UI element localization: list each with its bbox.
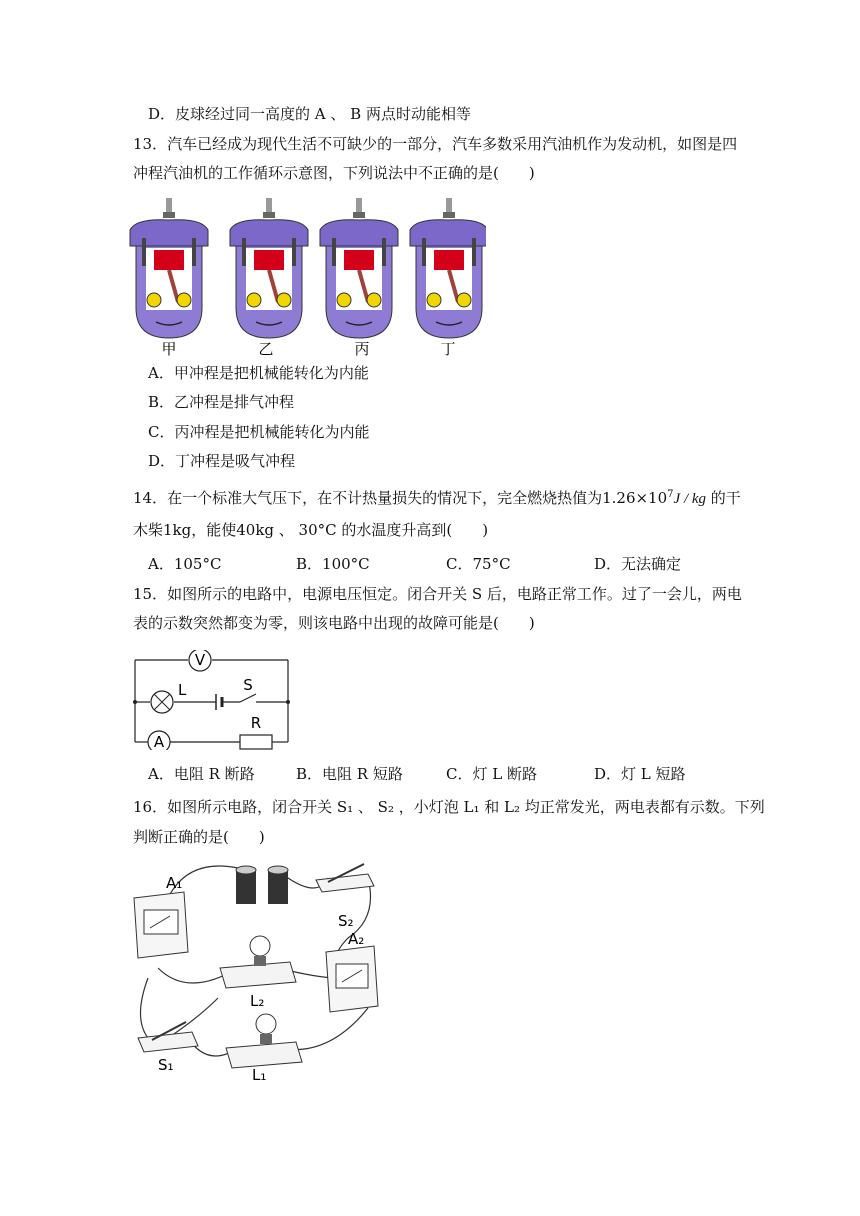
q14-option-b: B．100°C bbox=[296, 555, 370, 573]
q14-option-a: A．105°C bbox=[148, 555, 222, 573]
q14-stem-line2: 木柴1kg，能使40kg 、 30°C 的水温度升高到( ) bbox=[133, 521, 489, 539]
q15-option-d: D．灯 L 短路 bbox=[594, 765, 686, 783]
engine-label-ding: 丁 bbox=[440, 340, 456, 358]
engine-diagrams bbox=[126, 198, 486, 358]
engine-label-jia: 甲 bbox=[161, 340, 177, 358]
q15-option-a: A．电阻 R 断路 bbox=[148, 765, 255, 783]
q15-option-b: B．电阻 R 短路 bbox=[296, 765, 403, 783]
q14-heat-exp: 7 bbox=[667, 489, 674, 500]
q16-label-s2: S₂ bbox=[338, 912, 354, 930]
q14-stem-tail: 的干 bbox=[706, 489, 741, 507]
q15-option-c: C．灯 L 断路 bbox=[446, 765, 537, 783]
q13-option-d: D．丁冲程是吸气冲程 bbox=[148, 452, 296, 470]
circuit-label-r: R bbox=[250, 714, 262, 732]
q15-stem-line2: 表的示数突然都变为零，则该电路中出现的故障可能是( ) bbox=[133, 614, 535, 632]
q16-label-l1: L₁ bbox=[252, 1066, 267, 1084]
circuit-label-a: A bbox=[153, 733, 165, 750]
circuit-label-l: L bbox=[178, 681, 187, 699]
q14-stem-text: 14．在一个标准大气压下，在不计热量损失的情况下，完全燃烧热值为 bbox=[133, 489, 603, 507]
q14-stem-line1 bbox=[133, 485, 741, 509]
q16-stem-line1: 16．如图所示电路，闭合开关 S₁ 、 S₂ ，小灯泡 L₁ 和 L₂ 均正常发光，两电表都有示数。下列 bbox=[133, 798, 765, 816]
q12-option-d: D．皮球经过同一高度的 A 、 B 两点时动能相等 bbox=[148, 105, 471, 123]
q16-physical-circuit bbox=[128, 858, 388, 1088]
q16-label-a1: A₁ bbox=[166, 874, 183, 892]
engine-label-bing: 丙 bbox=[354, 340, 370, 358]
q16-label-s1: S₁ bbox=[158, 1056, 174, 1074]
circuit-label-v: V bbox=[194, 651, 206, 669]
q14-heat-unit: J / kg bbox=[673, 491, 707, 507]
circuit-label-s: S bbox=[243, 676, 253, 694]
q16-label-a2: A₂ bbox=[348, 930, 365, 948]
q13-option-b: B．乙冲程是排气冲程 bbox=[148, 393, 295, 411]
q14-heat-value: 1.26×10 bbox=[602, 489, 668, 507]
q13-stem-line1: 13．汽车已经成为现代生活不可缺少的一部分，汽车多数采用汽油机作为发动机，如图是四 bbox=[133, 135, 738, 153]
q13-stem-line2: 冲程汽油机的工作循环示意图，下列说法中不正确的是( ) bbox=[133, 164, 535, 182]
q13-option-a: A．甲冲程是把机械能转化为内能 bbox=[148, 364, 369, 382]
q13-option-c: C．丙冲程是把机械能转化为内能 bbox=[148, 423, 370, 441]
q15-circuit bbox=[130, 650, 300, 750]
q16-stem-line2: 判断正确的是( ) bbox=[133, 828, 265, 846]
q16-label-l2: L₂ bbox=[250, 992, 265, 1010]
engine-label-yi: 乙 bbox=[258, 340, 274, 358]
q14-option-c: C．75°C bbox=[446, 555, 511, 573]
q15-stem-line1: 15．如图所示的电路中，电源电压恒定。闭合开关 S 后，电路正常工作。过了一会儿，两电 bbox=[133, 585, 742, 603]
q14-option-d: D．无法确定 bbox=[594, 555, 682, 573]
